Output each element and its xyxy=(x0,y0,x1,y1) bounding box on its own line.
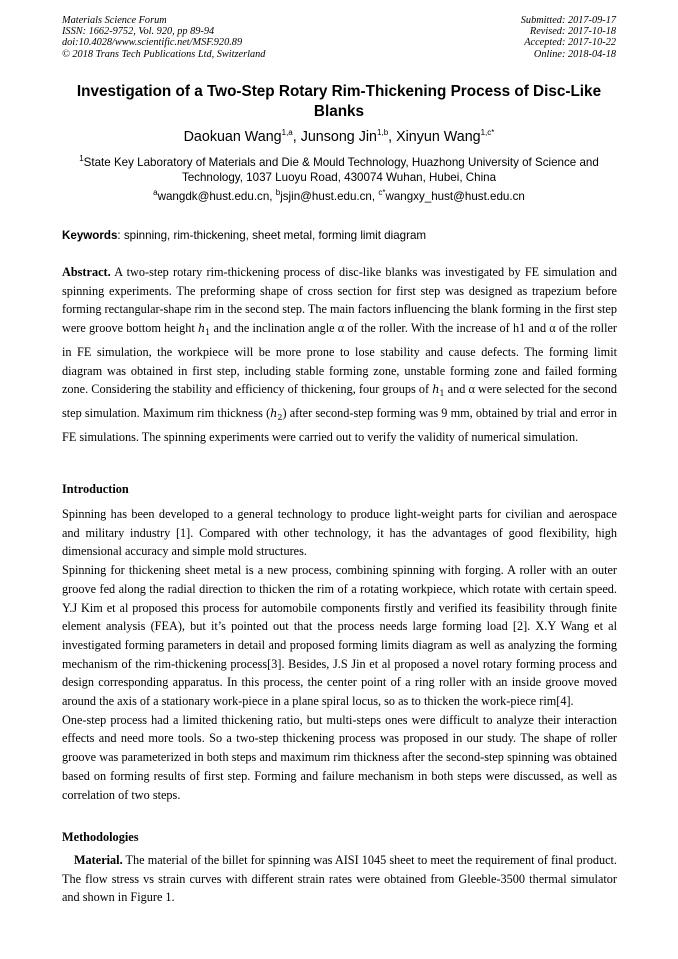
affil-mark: 1 xyxy=(79,154,84,164)
introduction-body xyxy=(62,505,617,804)
paragraph-text: The material of the billet for spinning was AISI 1045 sheet to meet the requirement of final product. The flow stress vs strain curves with different strain rates were obtained from Gleeble-3500 thermal simulator and shown in Figure 1. xyxy=(62,853,617,905)
issn-volume: ISSN: 1662-9752, Vol. 920, pp 89-94 xyxy=(62,26,215,38)
email-mark: c* xyxy=(378,188,386,198)
math-symbol: $h_1$ xyxy=(197,322,211,338)
author-affil-mark: 1,a xyxy=(281,128,293,138)
section-heading-methodologies: Methodologies xyxy=(62,830,139,844)
submitted-date: Submitted: 2017-09-17 xyxy=(520,15,616,26)
author-list xyxy=(40,128,638,146)
online-date: Online: 2018-04-18 xyxy=(533,48,616,60)
abstract-text: and the inclination angle α of the roller. With the increase of h1 and α of the roller in FE simulation, the workpiece will be more prone to lose stability and cause defects. The forming limit diagram was obtained in first step, including stable forming zone, unstable forming zone and failed forming zone. Considering the stability and efficiency of thickening, four groups of xyxy=(62,321,617,397)
author-name: Xinyun Wang xyxy=(396,129,481,145)
journal-info xyxy=(62,15,265,60)
abstract-text: ) after second-step forming was 9 mm, obtained by trial and error in FE simulations. The spinning experiments were carried out to verify the validity of numerical simulation. xyxy=(62,406,617,445)
subsection-label: Material. xyxy=(74,853,123,867)
author-separator: , xyxy=(388,129,397,145)
author-name: Daokuan Wang xyxy=(183,129,282,145)
section-heading-introduction: Introduction xyxy=(62,482,129,496)
journal-name: Materials Science Forum xyxy=(62,15,167,26)
copyright: © 2018 Trans Tech Publications Ltd, Switzerland xyxy=(62,48,266,60)
author-affil-mark: 1,b xyxy=(377,128,389,138)
keywords xyxy=(62,228,618,243)
author-emails xyxy=(40,189,638,204)
email-link[interactable]: wangxy_hust@hust.edu.cn xyxy=(385,190,525,203)
affil-text: State Key Laboratory of Materials and Die & Mould Technology, Huazhong University of Science and Technology, 1037 Luoyu Road, 430074 Wuhan, Hubei, China xyxy=(83,156,599,184)
paragraph: Spinning for thickening sheet metal is a new process, combining spinning with forging. A roller with an outer groove fed along the radial direction to thicken the rim of a rotating workpiece, which rotate with certain speed. Y.J Kim et al proposed this process for automobile components firstly and verified its feasibility through finite element analysis (FEA), but it’s pointed out that the process needs large forming load [2]. X.Y Wang et al investigated forming parameters in detail and proposed forming limits diagram as well as analyzing the forming mechanism of the rim-thickening process[3]. Besides, J.S Jin et al proposed a novel rotary forming process and design corresponding apparatus. In this process, the center point of a ring roller with an inside groove moved around the axis of a stationary work-piece in a plane spiral locus, so as to thicken the work-piece rim[4]. xyxy=(62,563,617,709)
paragraph: Spinning has been developed to a general technology to produce light-weight parts for civilian and aerospace and military industry [1]. Compared with other technology, it has the advantages of good flexibility, high dimensional accuracy and simple mold structures. xyxy=(62,507,617,559)
email-mark: a xyxy=(153,188,158,198)
accepted-date: Accepted: 2017-10-22 xyxy=(524,37,616,49)
doi: doi:10.4028/www.scientific.net/MSF.920.89 xyxy=(62,37,243,49)
email-link[interactable]: wangdk@hust.edu.cn, xyxy=(157,190,276,203)
author-affil-mark: 1,c* xyxy=(480,128,495,138)
paragraph: One-step process had a limited thickening ratio, but multi-steps ones were difficult to analyze their interaction effects and need more tools. So a two-step thickening process was proposed in our study. The shape of roller groove was parameterized in both steps and maximum rim thickness after the second-step spinning was obtained based on forming results of first step. Forming and failure mechanism in both steps were discussed, as well as correlation of two steps. xyxy=(62,712,617,802)
revised-date: Revised: 2017-10-18 xyxy=(529,26,616,38)
submission-dates xyxy=(521,15,616,60)
abstract-label: Abstract. xyxy=(62,265,111,279)
paper-title: Investigation of a Two-Step Rotary Rim-Thickening Process of Disc-Like Blanks xyxy=(76,83,602,120)
author-name: Junsong Jin xyxy=(300,129,378,145)
keywords-text: : spinning, rim-thickening, sheet metal, forming limit diagram xyxy=(117,229,427,242)
author-separator: , xyxy=(292,129,301,145)
abstract-text: A two-step rotary rim-thickening process of disc-like blanks was investigated by FE simulation and spinning experiments. The preforming shape of cross section for first step was designed as trapezium before forming rectangular-shape rim in the second step. The main factors influencing the blank forming in the first step were groove bottom height xyxy=(62,265,617,336)
abstract xyxy=(62,263,617,447)
math-symbol: $h_2$ xyxy=(270,407,283,423)
methodologies-body xyxy=(62,851,617,907)
email-mark: b xyxy=(275,188,281,198)
math-symbol: $h_1$ xyxy=(432,383,445,399)
keywords-label: Keywords xyxy=(62,229,118,242)
email-link[interactable]: jsjin@hust.edu.cn, xyxy=(280,190,379,203)
abstract-text: and α were selected for the second step simulation. Maximum rim thickness ( xyxy=(62,382,617,421)
affiliation xyxy=(60,155,618,185)
